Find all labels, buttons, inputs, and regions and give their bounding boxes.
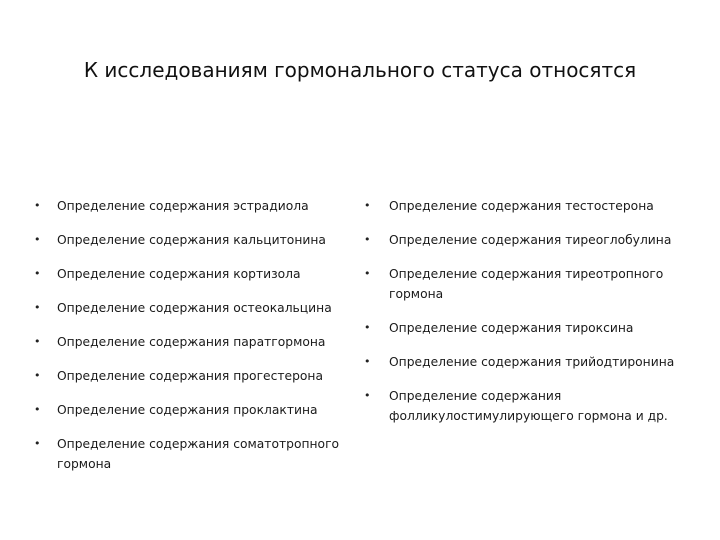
- list-item-text: Определение содержания проклактина: [57, 403, 318, 417]
- list-item: [34, 264, 354, 284]
- bullet-icon: •: [364, 355, 371, 368]
- bullet-icon: •: [364, 267, 371, 280]
- left-bullet-list: [34, 196, 354, 488]
- list-item-text: Определение содержания прогестерона: [57, 369, 323, 383]
- list-item-text: Определение содержания тиреотропного гормона: [389, 267, 664, 301]
- list-item-text: Определение содержания эстрадиола: [57, 199, 309, 213]
- list-item-text: Определение содержания тиреоглобулина: [389, 233, 672, 247]
- list-item: [34, 196, 354, 216]
- bullet-icon: •: [34, 335, 41, 348]
- list-item: [34, 332, 354, 352]
- list-item: [364, 318, 694, 338]
- list-item: [364, 196, 694, 216]
- bullet-icon: •: [364, 321, 371, 334]
- list-item: [364, 352, 694, 372]
- list-item-text: Определение содержания паратгормона: [57, 335, 326, 349]
- bullet-icon: •: [34, 267, 41, 280]
- list-item: [34, 366, 354, 386]
- bullet-icon: •: [364, 199, 371, 212]
- list-item-text: Определение содержания фолликулостимулирующего гормона и др.: [389, 389, 668, 423]
- list-item: [34, 230, 354, 250]
- list-item: [34, 434, 354, 474]
- list-item: [34, 298, 354, 318]
- list-item-text: Определение содержания остеокальцина: [57, 301, 332, 315]
- bullet-icon: •: [34, 233, 41, 246]
- list-item-text: Определение содержания кальцитонина: [57, 233, 326, 247]
- list-item-text: Определение содержания соматотропного гормона: [57, 437, 340, 471]
- list-item-text: Определение содержания тироксина: [389, 321, 634, 335]
- list-item: [34, 400, 354, 420]
- bullet-icon: •: [34, 301, 41, 314]
- bullet-icon: •: [34, 369, 41, 382]
- bullet-icon: •: [364, 233, 371, 246]
- list-item-text: Определение содержания кортизола: [57, 267, 301, 281]
- bullet-icon: •: [34, 403, 41, 416]
- list-item-text: Определение содержания тестостерона: [389, 199, 654, 213]
- slide-title: К исследованиям гормонального статуса относятся: [83, 58, 637, 82]
- list-item: [364, 230, 694, 250]
- bullet-icon: •: [34, 199, 41, 212]
- list-item: [364, 386, 694, 426]
- right-bullet-list: [364, 196, 694, 440]
- list-item-text: Определение содержания трийодтиронина: [389, 355, 675, 369]
- bullet-icon: •: [34, 437, 41, 450]
- list-item: [364, 264, 694, 304]
- bullet-icon: •: [364, 389, 371, 402]
